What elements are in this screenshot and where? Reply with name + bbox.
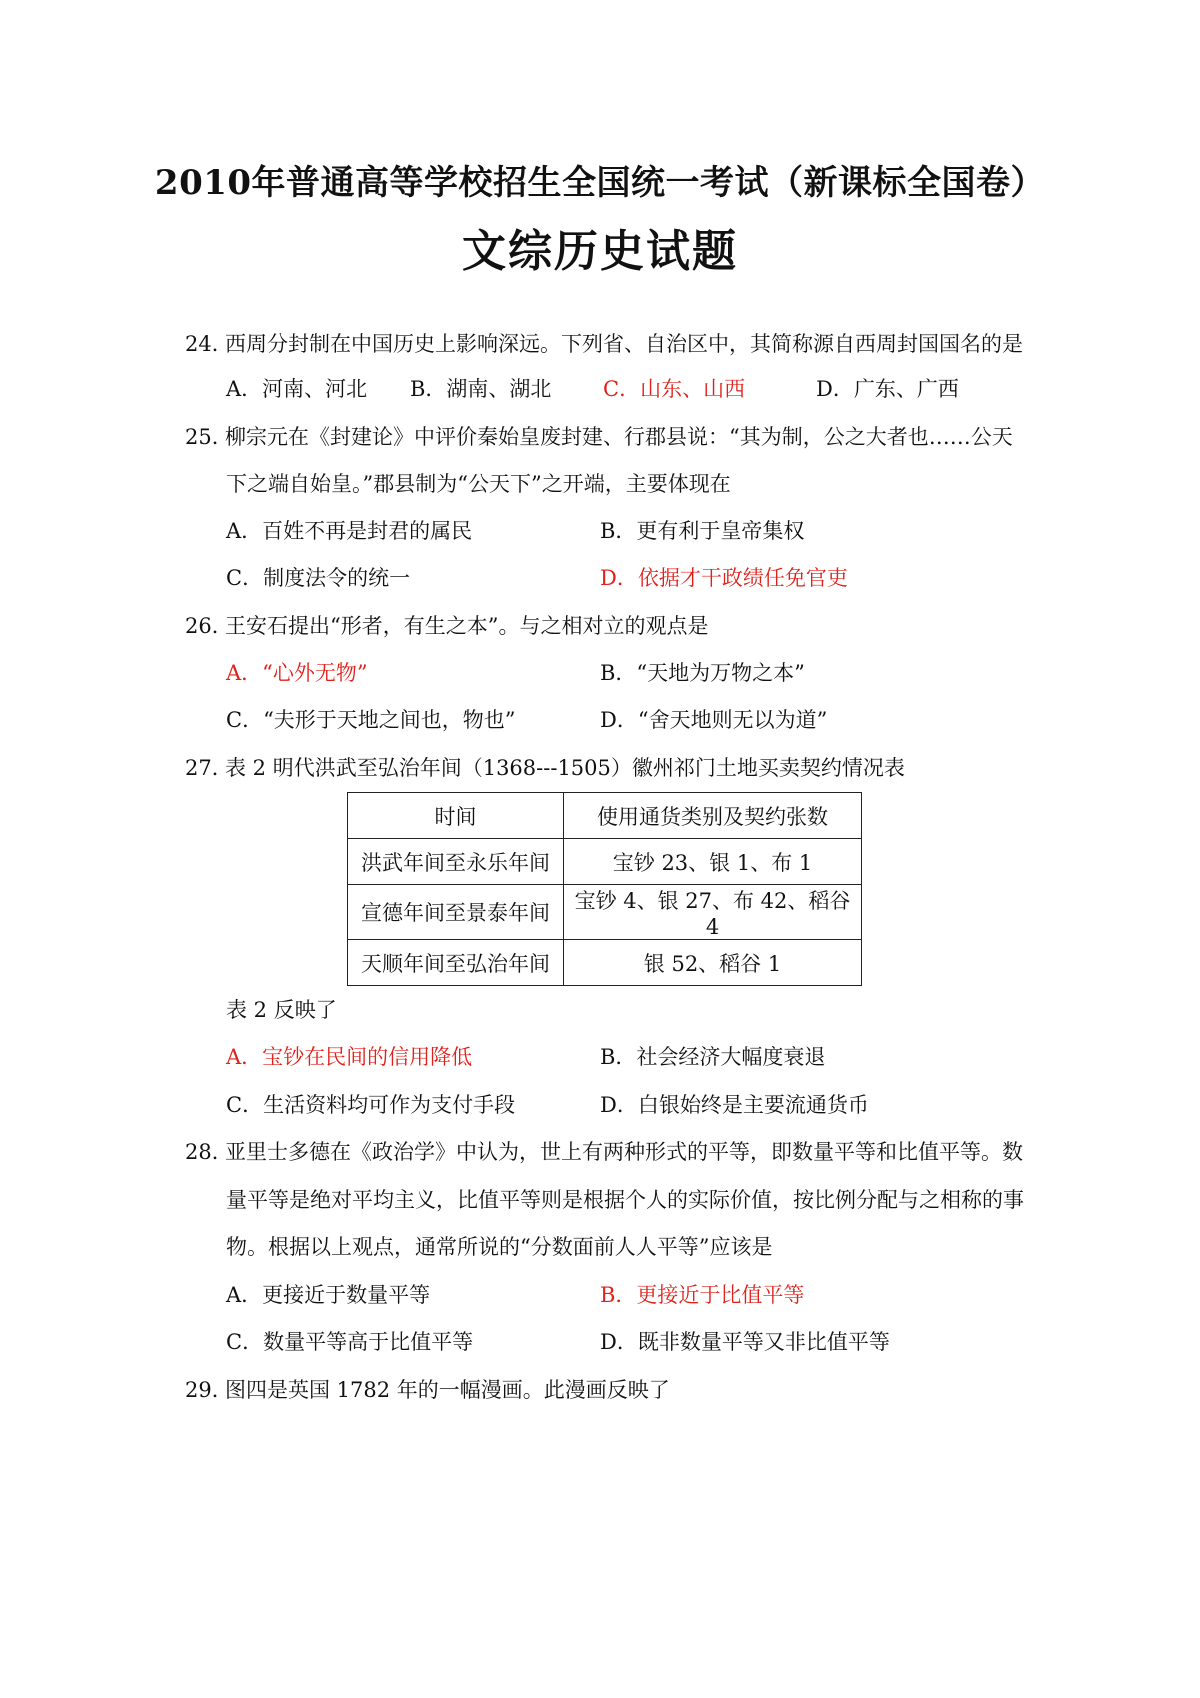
q26-option-a-answer: A．“心外无物” bbox=[226, 661, 368, 685]
question-text: 王安石提出“形者，有生之本”。与之相对立的观点是 bbox=[225, 614, 709, 638]
question-number: 29． bbox=[185, 1378, 233, 1402]
q27-option-a-answer: A．宝钞在民间的信用降低 bbox=[226, 1045, 473, 1069]
q26-option-c: C．“夫形于天地之间也，物也” bbox=[226, 708, 516, 732]
q25-option-b: B．更有利于皇帝集权 bbox=[600, 519, 805, 543]
question-25-stem bbox=[185, 423, 1045, 452]
table-cell: 洪武年间至永乐年间 bbox=[348, 839, 564, 885]
q28-option-d: D．既非数量平等又非比值平等 bbox=[600, 1330, 890, 1354]
table-cell: 宝钞 4、银 27、布 42、稻谷 4 bbox=[564, 885, 862, 940]
table-header: 时间 bbox=[348, 793, 564, 839]
question-number: 26． bbox=[185, 614, 233, 638]
question-number: 25． bbox=[185, 425, 233, 449]
q24-option-b: B．湖南、湖北 bbox=[410, 377, 552, 401]
q27-option-d: D．白银始终是主要流通货币 bbox=[600, 1093, 869, 1117]
table-caption-followup: 表 2 反映了 bbox=[226, 998, 337, 1022]
question-25-stem-cont: 下之端自始皇。”郡县制为“公天下”之开端，主要体现在 bbox=[226, 472, 731, 496]
question-28-stem-cont: 物。根据以上观点，通常所说的“分数面前人人平等”应该是 bbox=[226, 1235, 773, 1259]
exam-title: 2010年普通高等学校招生全国统一考试（新课标全国卷） bbox=[154, 163, 1046, 203]
q27-option-c: C．生活资料均可作为支付手段 bbox=[226, 1093, 516, 1117]
q28-option-a: A．更接近于数量平等 bbox=[226, 1283, 431, 1307]
question-number: 28． bbox=[185, 1140, 233, 1164]
question-27-stem bbox=[185, 754, 1045, 783]
table-cell: 宣德年间至景泰年间 bbox=[348, 885, 564, 940]
q26-option-b: B．“天地为万物之本” bbox=[600, 661, 805, 685]
question-text: 图四是英国 1782 年的一幅漫画。此漫画反映了 bbox=[225, 1378, 670, 1402]
question-26-stem bbox=[185, 612, 1045, 641]
table-header-row bbox=[348, 793, 862, 839]
question-text: 亚里士多德在《政治学》中认为，世上有两种形式的平等，即数量平等和比值平等。数 bbox=[225, 1140, 1023, 1164]
table-cell: 天顺年间至弘治年间 bbox=[348, 940, 564, 986]
table-cell: 宝钞 23、银 1、布 1 bbox=[564, 839, 862, 885]
q28-option-b-answer: B．更接近于比值平等 bbox=[600, 1283, 805, 1307]
question-text: 表 2 明代洪武至弘治年间（1368---1505）徽州祁门土地买卖契约情况表 bbox=[225, 756, 905, 780]
question-text: 柳宗元在《封建论》中评价秦始皇废封建、行郡县说：“其为制，公之大者也……公天 bbox=[225, 425, 1013, 449]
q25-option-d-answer: D．依据才干政绩任免官吏 bbox=[600, 566, 848, 590]
question-text: 西周分封制在中国历史上影响深远。下列省、自治区中，其简称源自西周封国国名的是 bbox=[225, 332, 1023, 356]
table-row bbox=[348, 839, 862, 885]
q24-option-d: D．广东、广西 bbox=[816, 377, 959, 401]
exam-subtitle: 文综历史试题 bbox=[462, 226, 738, 277]
q27-option-b: B．社会经济大幅度衰退 bbox=[600, 1045, 826, 1069]
table-cell: 银 52、稻谷 1 bbox=[564, 940, 862, 986]
land-contract-table bbox=[347, 792, 862, 986]
q25-option-c: C．制度法令的统一 bbox=[226, 566, 411, 590]
table-row bbox=[348, 940, 862, 986]
table-row bbox=[348, 885, 862, 940]
question-28-stem bbox=[185, 1138, 1045, 1167]
q26-option-d: D．“舍天地则无以为道” bbox=[600, 708, 828, 732]
question-number: 27． bbox=[185, 756, 233, 780]
table-header: 使用通货类别及契约张数 bbox=[564, 793, 862, 839]
question-29-stem bbox=[185, 1376, 1045, 1405]
question-28-stem-cont: 量平等是绝对平均主义，比值平等则是根据个人的实际价值，按比例分配与之相称的事 bbox=[226, 1188, 1024, 1212]
question-number: 24． bbox=[185, 332, 233, 356]
q25-option-a: A．百姓不再是封君的属民 bbox=[226, 519, 473, 543]
q24-option-a: A．河南、河北 bbox=[226, 377, 368, 401]
question-24-stem bbox=[185, 330, 1045, 359]
q28-option-c: C．数量平等高于比值平等 bbox=[226, 1330, 474, 1354]
q24-option-c-answer: C．山东、山西 bbox=[603, 377, 746, 401]
